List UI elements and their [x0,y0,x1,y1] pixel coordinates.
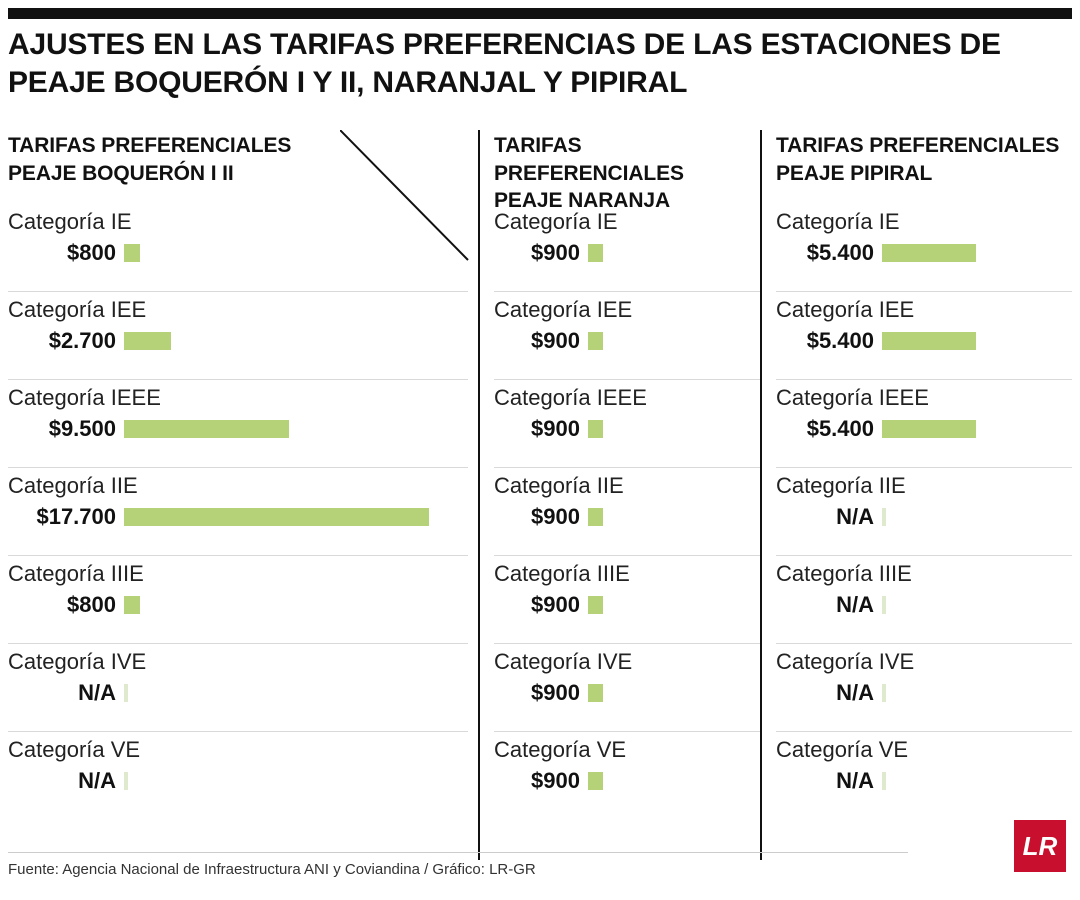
row-bar [124,596,140,614]
row-value-group [776,592,1072,618]
row-category: Categoría IE [8,209,132,234]
row-bar [124,332,171,350]
table-row [494,292,760,380]
row-value: $900 [531,592,580,618]
column-pipiral [760,130,1072,860]
row-category: Categoría IVE [776,649,915,674]
column-rows [8,204,468,820]
page-title: AJUSTES EN LAS TARIFAS PREFERENCIAS DE LAS ESTACIONES DE PEAJE BOQUERÓN I Y II, NARANJAL Y PIPIRAL [8,28,1001,100]
table-row [494,556,760,644]
row-bar [588,684,603,702]
row-value: $800 [67,592,116,618]
row-value-group [8,328,468,354]
row-value-group [494,592,760,618]
table-row [8,292,468,380]
row-category: Categoría IEEE [8,385,161,410]
row-value: N/A [836,680,874,706]
row-bar [124,420,289,438]
row-value-group [776,680,1072,706]
row-bar [588,244,603,262]
row-value-group [776,328,1072,354]
lr-logo: LR [1014,820,1066,872]
row-value: $800 [67,240,116,266]
row-value-group [776,504,1072,530]
row-category: Categoría VE [776,737,909,762]
row-category: Categoría IIE [8,473,138,498]
row-bar [124,772,128,790]
table-row [494,644,760,732]
row-category: Categoría IE [776,209,900,234]
row-bar [882,420,976,438]
row-value: $17.700 [36,504,116,530]
row-value: $900 [531,768,580,794]
table-row [8,204,468,292]
row-bar [588,420,603,438]
table-row [8,556,468,644]
column-rows [494,204,760,820]
row-value: $5.400 [806,416,874,442]
row-value-group [8,240,468,266]
row-value: N/A [836,592,874,618]
column-header: TARIFAS PREFERENCIALES PEAJE NARANJA [494,134,684,213]
row-value-group [494,416,760,442]
table-row [494,732,760,820]
table-row [776,380,1072,468]
row-value-group [494,680,760,706]
table-row [494,204,760,292]
table-row [8,468,468,556]
table-row [776,468,1072,556]
row-category: Categoría IIIE [8,561,144,586]
row-value-group [8,768,468,794]
column-header: TARIFAS PREFERENCIALES PEAJE BOQUERÓN I II [8,134,292,185]
table-row [776,732,1072,820]
table-row [776,556,1072,644]
row-bar [882,684,886,702]
row-bar [882,772,886,790]
row-value-group [494,328,760,354]
row-value: $5.400 [806,240,874,266]
row-value-group [776,416,1072,442]
row-value: $900 [531,328,580,354]
table-row [776,292,1072,380]
column-header: TARIFAS PREFERENCIALES PEAJE PIPIRAL [776,134,1060,185]
row-bar [882,244,976,262]
row-bar [588,772,603,790]
top-rule [8,8,1072,19]
column-naranja [478,130,760,860]
row-bar [882,596,886,614]
row-value-group [8,416,468,442]
row-bar [882,508,886,526]
row-value: $2.700 [48,328,116,354]
row-value: N/A [78,768,116,794]
row-category: Categoría IIIE [494,561,630,586]
row-bar [124,508,429,526]
column-rows [776,204,1072,820]
row-category: Categoría IIE [776,473,906,498]
row-category: Categoría IEE [8,297,147,322]
row-value: $900 [531,504,580,530]
table-row [494,380,760,468]
table-row [776,204,1072,292]
row-bar [588,508,603,526]
row-bar [124,684,128,702]
row-bar [882,332,976,350]
row-value: $900 [531,680,580,706]
row-value-group [776,768,1072,794]
table-row [8,380,468,468]
row-value: N/A [836,504,874,530]
row-category: Categoría VE [494,737,627,762]
row-value-group [494,768,760,794]
table-row [776,644,1072,732]
row-bar [124,244,140,262]
row-category: Categoría VE [8,737,141,762]
row-category: Categoría IEE [494,297,633,322]
row-value: N/A [836,768,874,794]
row-value-group [494,504,760,530]
row-value: N/A [78,680,116,706]
row-value: $900 [531,240,580,266]
row-category: Categoría IIE [494,473,624,498]
chart-columns [8,130,1072,860]
table-row [8,644,468,732]
row-category: Categoría IE [494,209,618,234]
row-category: Categoría IEEE [776,385,929,410]
table-row [494,468,760,556]
row-value-group [8,680,468,706]
source-note: Fuente: Agencia Nacional de Infraestructura ANI y Coviandina / Gráfico: LR-GR [8,852,908,878]
row-value-group [8,592,468,618]
row-category: Categoría IIIE [776,561,912,586]
row-value-group [776,240,1072,266]
column-boqueron [8,130,478,860]
row-bar [588,332,603,350]
table-row [8,732,468,820]
row-category: Categoría IVE [8,649,147,674]
row-category: Categoría IEEE [494,385,647,410]
row-value: $5.400 [806,328,874,354]
row-category: Categoría IEE [776,297,915,322]
row-value-group [8,504,468,530]
row-category: Categoría IVE [494,649,633,674]
row-value: $9.500 [48,416,116,442]
row-value-group [494,240,760,266]
row-value: $900 [531,416,580,442]
row-bar [588,596,603,614]
